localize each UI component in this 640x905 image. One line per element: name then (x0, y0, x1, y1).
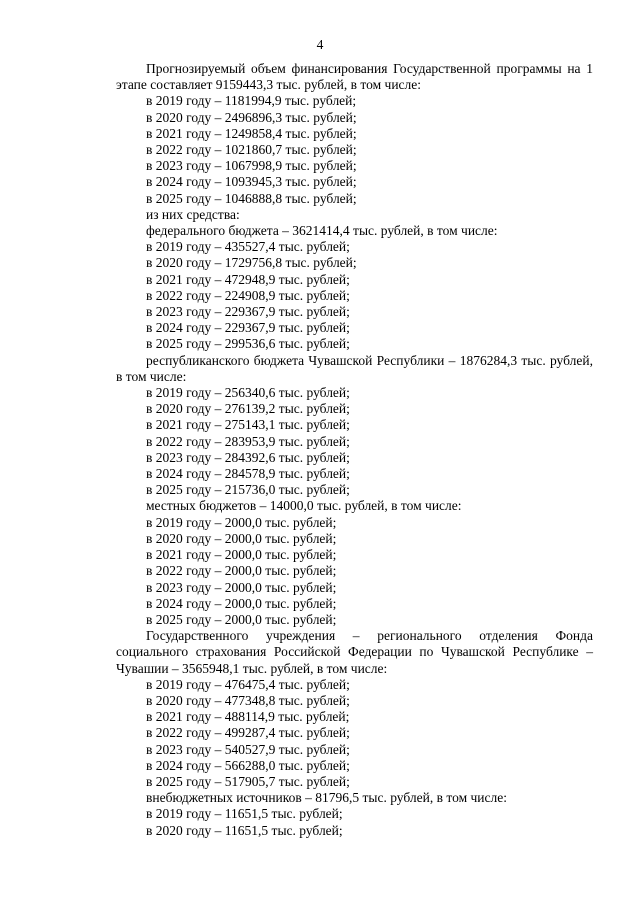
list-item: в 2019 году – 256340,6 тыс. рублей; (146, 385, 350, 401)
list-item: в 2023 году – 2000,0 тыс. рублей; (146, 579, 337, 595)
list-item: в 2021 году – 1249858,4 тыс. рублей; (146, 125, 357, 141)
list-item: в 2023 году – 284392,6 тыс. рублей; (146, 449, 350, 465)
list-item: в 2020 году – 2496896,3 тыс. рублей; (146, 109, 357, 125)
list-item: в 2020 году – 1729756,8 тыс. рублей; (146, 255, 357, 271)
page-number: 4 (316, 37, 324, 52)
of-which-label: из них средства: (146, 206, 240, 222)
list-item: в 2023 году – 229367,9 тыс. рублей; (146, 304, 350, 320)
list-item: в 2020 году – 2000,0 тыс. рублей; (146, 530, 337, 546)
list-item: в 2024 году – 2000,0 тыс. рублей; (146, 595, 337, 611)
social-fund-years-list (116, 677, 593, 790)
list-item: в 2024 году – 566288,0 тыс. рублей; (146, 757, 350, 773)
list-item: в 2025 году – 2000,0 тыс. рублей; (146, 611, 337, 627)
list-item: в 2023 году – 1067998,9 тыс. рублей; (146, 158, 357, 174)
list-item: в 2019 году – 476475,4 тыс. рублей; (146, 676, 350, 692)
intro-paragraph: Прогнозируемый объем финансирования Государственной программы на 1 этапе составляет 9159443,3 тыс. рублей, в том числе: (116, 61, 593, 93)
local-heading: местных бюджетов – 14000,0 тыс. рублей, в том числе: (146, 498, 462, 514)
list-item: в 2025 году – 1046888,8 тыс. рублей; (146, 190, 357, 206)
list-item: в 2019 году – 11651,5 тыс. рублей; (146, 806, 343, 822)
extrabudgetary-years-list (116, 806, 593, 838)
list-item: в 2021 году – 275143,1 тыс. рублей; (146, 417, 350, 433)
local-years-list (116, 515, 593, 628)
list-item: в 2021 году – 2000,0 тыс. рублей; (146, 547, 337, 563)
list-item: в 2022 году – 283953,9 тыс. рублей; (146, 433, 350, 449)
list-item: в 2024 году – 284578,9 тыс. рублей; (146, 466, 350, 482)
total-years-list (116, 93, 593, 206)
list-item: в 2022 году – 224908,9 тыс. рублей; (146, 287, 350, 303)
extrabudgetary-heading: внебюджетных источников – 81796,5 тыс. рублей, в том числе: (146, 790, 507, 806)
list-item: в 2025 году – 517905,7 тыс. рублей; (146, 773, 350, 789)
list-item: в 2024 году – 1093945,3 тыс. рублей; (146, 174, 357, 190)
list-item: в 2021 году – 472948,9 тыс. рублей; (146, 271, 350, 287)
list-item: в 2022 году – 1021860,7 тыс. рублей; (146, 142, 357, 158)
list-item: в 2020 году – 477348,8 тыс. рублей; (146, 692, 350, 708)
list-item: в 2019 году – 435527,4 тыс. рублей; (146, 239, 350, 255)
republican-heading: республиканского бюджета Чувашской Республики – 1876284,3 тыс. рублей, в том числе: (116, 352, 593, 384)
list-item: в 2022 году – 2000,0 тыс. рублей; (146, 563, 337, 579)
list-item: в 2020 году – 276139,2 тыс. рублей; (146, 401, 350, 417)
list-item: в 2025 году – 299536,6 тыс. рублей; (146, 336, 350, 352)
list-item: в 2023 году – 540527,9 тыс. рублей; (146, 741, 350, 757)
list-item: в 2019 году – 2000,0 тыс. рублей; (146, 514, 337, 530)
federal-years-list (116, 239, 593, 352)
list-item: в 2020 году – 11651,5 тыс. рублей; (146, 822, 343, 838)
document-body (116, 61, 593, 839)
list-item: в 2024 году – 229367,9 тыс. рублей; (146, 320, 350, 336)
list-item: в 2025 году – 215736,0 тыс. рублей; (146, 482, 350, 498)
social-fund-heading: Государственного учреждения – регионального отделения Фонда социального страхования Российской Федерации по Чувашской Республике – Чувашии – 3565948,1 тыс. рублей, в том числе: (116, 628, 593, 676)
list-item: в 2022 году – 499287,4 тыс. рублей; (146, 725, 350, 741)
federal-heading: федерального бюджета – 3621414,4 тыс. рублей, в том числе: (146, 223, 498, 239)
republican-years-list (116, 385, 593, 498)
list-item: в 2019 году – 1181994,9 тыс. рублей; (146, 93, 357, 109)
list-item: в 2021 году – 488114,9 тыс. рублей; (146, 709, 350, 725)
